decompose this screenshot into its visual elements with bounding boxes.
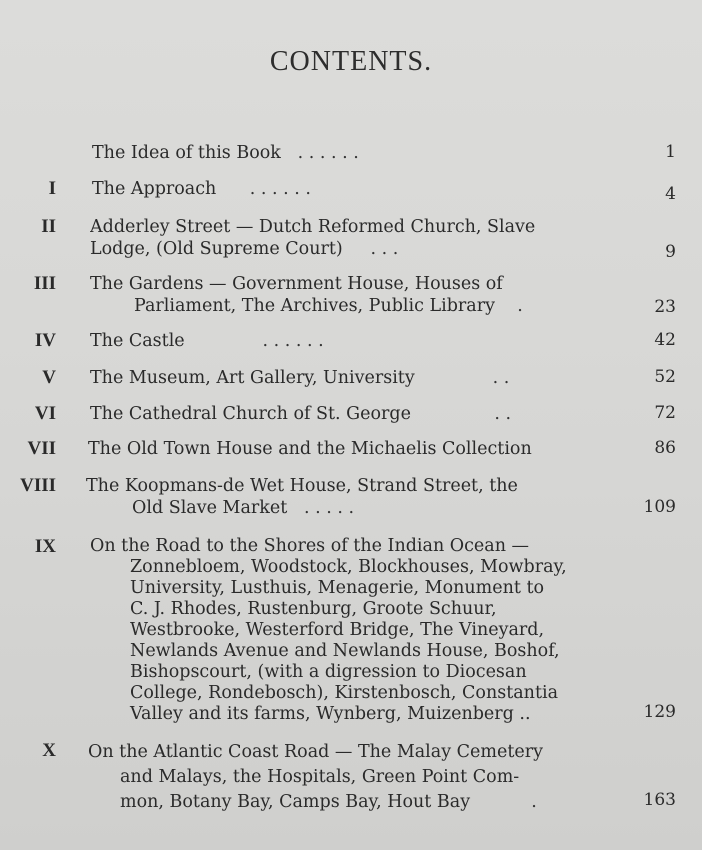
toc-entry-line: mon, Botany Bay, Camps Bay, Hout Bay bbox=[120, 792, 471, 812]
page-number: 23 bbox=[654, 297, 676, 317]
toc-entry-line: Parliament, The Archives, Public Library bbox=[134, 296, 495, 316]
toc-entry-line: Old Slave Market bbox=[132, 498, 288, 518]
page-number: 163 bbox=[643, 790, 676, 810]
toc-entry-title bbox=[90, 330, 620, 352]
leader-dots: . . . . . . bbox=[297, 143, 359, 163]
leader-dots: . . . bbox=[370, 239, 399, 259]
toc-entry-line: Valley and its farms, Wynberg, Muizenberg .. bbox=[130, 704, 531, 724]
chapter-number: V bbox=[42, 367, 56, 388]
toc-entry-line: The Approach bbox=[92, 179, 217, 199]
toc-entry-line: The Museum, Art Gallery, University bbox=[90, 368, 415, 388]
toc-entry-line: University, Lusthuis, Menagerie, Monument to bbox=[130, 578, 545, 598]
toc-entry-line: Bishopscourt, (with a digression to Diocesan bbox=[130, 662, 527, 682]
page-number: 72 bbox=[654, 403, 676, 423]
leader-dots: . . bbox=[492, 368, 510, 388]
leader-dots: . . . . . bbox=[303, 498, 355, 518]
toc-entry-line: The Cathedral Church of St. George bbox=[90, 404, 411, 424]
toc-entry-title bbox=[90, 216, 620, 260]
page-number: 86 bbox=[654, 438, 676, 458]
leader-dots: . bbox=[531, 792, 537, 812]
toc-entry-title bbox=[88, 438, 618, 460]
leader-dots: . . . . . . bbox=[262, 331, 324, 351]
chapter-number: IV bbox=[34, 330, 56, 351]
chapter-number: III bbox=[33, 273, 56, 294]
toc-entry-line: Adderley Street — Dutch Reformed Church, Slave bbox=[90, 217, 536, 237]
toc-entry-title bbox=[90, 367, 620, 389]
toc-entry-line: The Castle bbox=[90, 331, 185, 351]
chapter-number: II bbox=[41, 216, 56, 237]
toc-entry-line: The Koopmans-de Wet House, Strand Street, the bbox=[86, 476, 518, 496]
page-number: 109 bbox=[643, 497, 676, 517]
toc-entry-line: Zonnebloem, Woodstock, Blockhouses, Mowbray, bbox=[130, 557, 567, 577]
leader-dots: . bbox=[517, 296, 523, 316]
page-number: 9 bbox=[665, 242, 676, 262]
toc-entry-title bbox=[90, 536, 620, 725]
page-number: 52 bbox=[654, 367, 676, 387]
toc-entry-line: and Malays, the Hospitals, Green Point Com- bbox=[120, 767, 520, 787]
chapter-number: I bbox=[48, 178, 56, 199]
toc-entry-title bbox=[86, 475, 616, 519]
toc-entry-line: The Old Town House and the Michaelis Collection bbox=[88, 439, 532, 459]
chapter-number: IX bbox=[34, 536, 56, 557]
toc-entry-line: Lodge, (Old Supreme Court) bbox=[90, 239, 343, 259]
toc-entry-line: College, Rondebosch), Kirstenbosch, Constantia bbox=[130, 683, 559, 703]
toc-entry-title bbox=[92, 142, 622, 164]
chapter-number: VII bbox=[27, 438, 56, 459]
toc-entry-line: On the Atlantic Coast Road — The Malay Cemetery bbox=[88, 742, 543, 762]
page-number: 42 bbox=[654, 330, 676, 350]
toc-entry-line: Newlands Avenue and Newlands House, Boshof, bbox=[130, 641, 560, 661]
toc-entry-line: The Idea of this Book bbox=[92, 143, 281, 163]
toc-entry-title bbox=[92, 178, 622, 200]
chapter-number: X bbox=[42, 740, 56, 761]
page-number: 4 bbox=[665, 184, 676, 204]
chapter-number: VI bbox=[34, 403, 56, 424]
page-number: 1 bbox=[665, 142, 676, 162]
toc-entry-title bbox=[90, 273, 620, 317]
leader-dots: . . bbox=[494, 404, 512, 424]
toc-entry-line: On the Road to the Shores of the Indian Ocean — bbox=[90, 536, 530, 556]
page-title: CONTENTS. bbox=[269, 46, 433, 77]
toc-entry-line: Westbrooke, Westerford Bridge, The Vineyard, bbox=[130, 620, 545, 640]
toc-entry-title bbox=[90, 403, 620, 425]
leader-dots: . . . . . . bbox=[249, 179, 311, 199]
page-number: 129 bbox=[643, 702, 676, 722]
toc-entry-line: The Gardens — Government House, Houses of bbox=[90, 274, 503, 294]
toc-entry-line: C. J. Rhodes, Rustenburg, Groote Schuur, bbox=[130, 599, 497, 619]
chapter-number: VIII bbox=[20, 475, 56, 496]
toc-entry-title bbox=[88, 740, 618, 815]
